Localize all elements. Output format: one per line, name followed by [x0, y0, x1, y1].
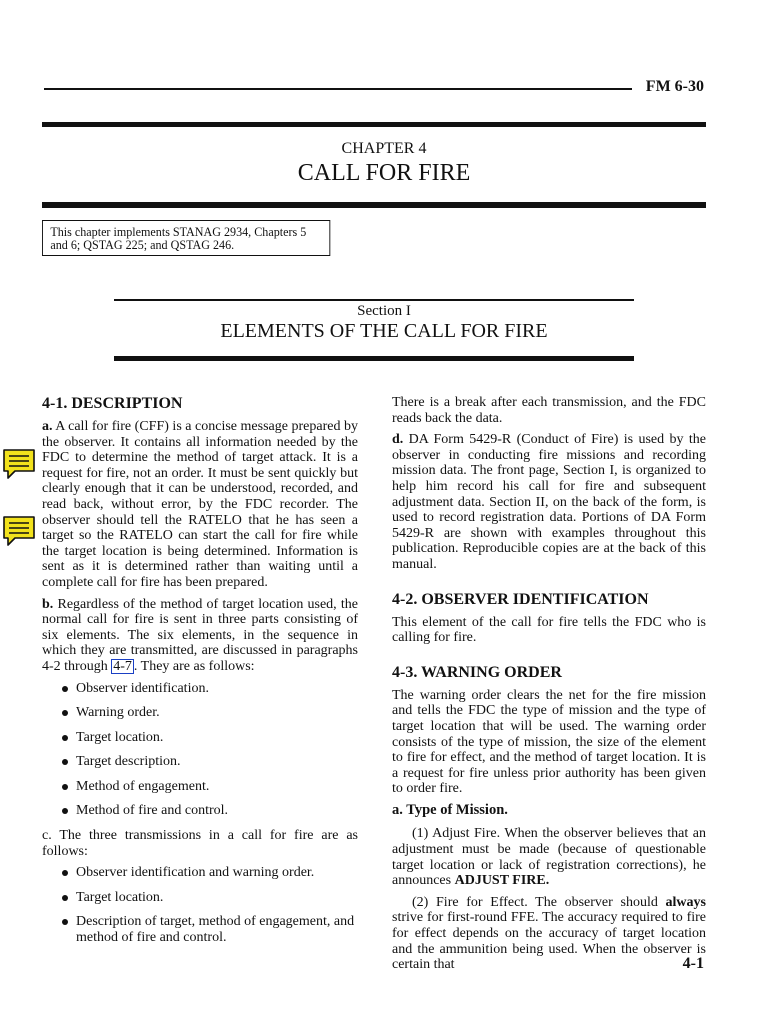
list-item: Method of engagement.	[42, 779, 358, 795]
left-column	[42, 395, 358, 955]
section-top-rule	[114, 299, 634, 301]
chapter-top-rule	[42, 122, 706, 127]
list-item: Observer identification and warning order.	[42, 865, 358, 881]
page-number: 4-1	[682, 955, 704, 972]
section-bottom-rule	[114, 356, 634, 361]
chapter-title: CALL FOR FIRE	[297, 160, 471, 186]
warning-order-paragraph: The warning order clears the net for the fire mission and tells the FDC the type of mission and the type of target location that will be used. The warning order consists of the type of mission, the size of the element to fire for effect, and the method of target location. It is a request for fire unless prior authority has been given to order fire.	[392, 687, 706, 797]
chapter-bottom-rule	[42, 202, 706, 208]
list-item: Target description.	[42, 754, 358, 770]
list-item: Description of target, method of engagement, and method of fire and control.	[42, 914, 358, 945]
elements-list	[42, 681, 358, 820]
heading-4-2: 4-2. OBSERVER IDENTIFICATION	[392, 590, 649, 608]
subheading-type-of-mission: a. Type of Mission.	[392, 801, 508, 818]
list-item: Method of fire and control.	[42, 803, 358, 819]
section-title: ELEMENTS OF THE CALL FOR FIRE	[220, 320, 548, 342]
list-item: Target location.	[42, 890, 358, 906]
adjust-fire-paragraph: (1) Adjust Fire. When the observer believes that an adjustment must be made (because of questionable target location or lack of registration corrections), he announces ADJUST FIRE.	[392, 826, 706, 889]
fm-label: FM 6-30	[645, 78, 704, 95]
chapter-number: CHAPTER 4	[341, 140, 427, 157]
paragraph-b: b. Regardless of the method of target location used, the normal call for fire is sent in three parts consisting of six elements. The six elements, in the sequence in which they are transmitted, are discussed in paragraphs 4-2 through 4-7 . They are as follows:	[42, 596, 358, 674]
right-column	[392, 395, 706, 979]
paragraph-4-7-link[interactable]: 4-7	[113, 658, 132, 674]
section-number: Section I	[357, 303, 411, 319]
heading-4-3: 4-3. WARNING ORDER	[392, 663, 562, 681]
fire-for-effect-paragraph: (2) Fire for Effect. The observer should always strive for first-round FFE. The accuracy required to fire for effect depends on the accuracy of target location and the ammunition being used. When the observer is certain that	[392, 894, 706, 973]
paragraph-a: a. A call for fire (CFF) is a concise message prepared by the observer. It contains all information needed by the FDC to determine the method of target attack. It is a request for fire, not an order. It must be sent quickly but clearly enough that it can be understood, recorded, and read back, without error, by the FDC recorder. The observer should tell the RATELO that he has seen a target so the RATELO can start the call for fire while the target location is being determined. Information is sent as it is determined rather than waiting until a complete call for fire has been prepared.	[42, 419, 358, 590]
header-rule	[44, 88, 632, 90]
break-paragraph: There is a break after each transmission, and the FDC reads back the data.	[392, 395, 706, 426]
list-item: Observer identification.	[42, 681, 358, 697]
heading-4-1: 4-1. DESCRIPTION	[42, 395, 183, 412]
note-icon[interactable]	[2, 447, 36, 481]
paragraph-d: d. DA Form 5429-R (Conduct of Fire) is used by the observer in conducting fire missions and recording mission data. The front page, Section I, is organized to help him record his call for fire and subsequent adjustment data. Section II, on the back of the form, is used to record registration data. Portions of DA Form 5429-R are shown with examples throughout this publication. Reproducible copies are at the back of this manual.	[392, 432, 706, 572]
transmissions-list	[42, 865, 358, 945]
paragraph-c: c. The three transmissions in a call for fire are as follows:	[42, 828, 358, 859]
observer-id-paragraph: This element of the call for fire tells the FDC who is calling for fire.	[392, 614, 706, 646]
list-item: Target location.	[42, 730, 358, 746]
note-icon[interactable]	[2, 514, 36, 548]
list-item: Warning order.	[42, 705, 358, 721]
stanag-note-box: This chapter implements STANAG 2934, Chapters 5 and 6; QSTAG 225; and QSTAG 246.	[42, 220, 330, 256]
